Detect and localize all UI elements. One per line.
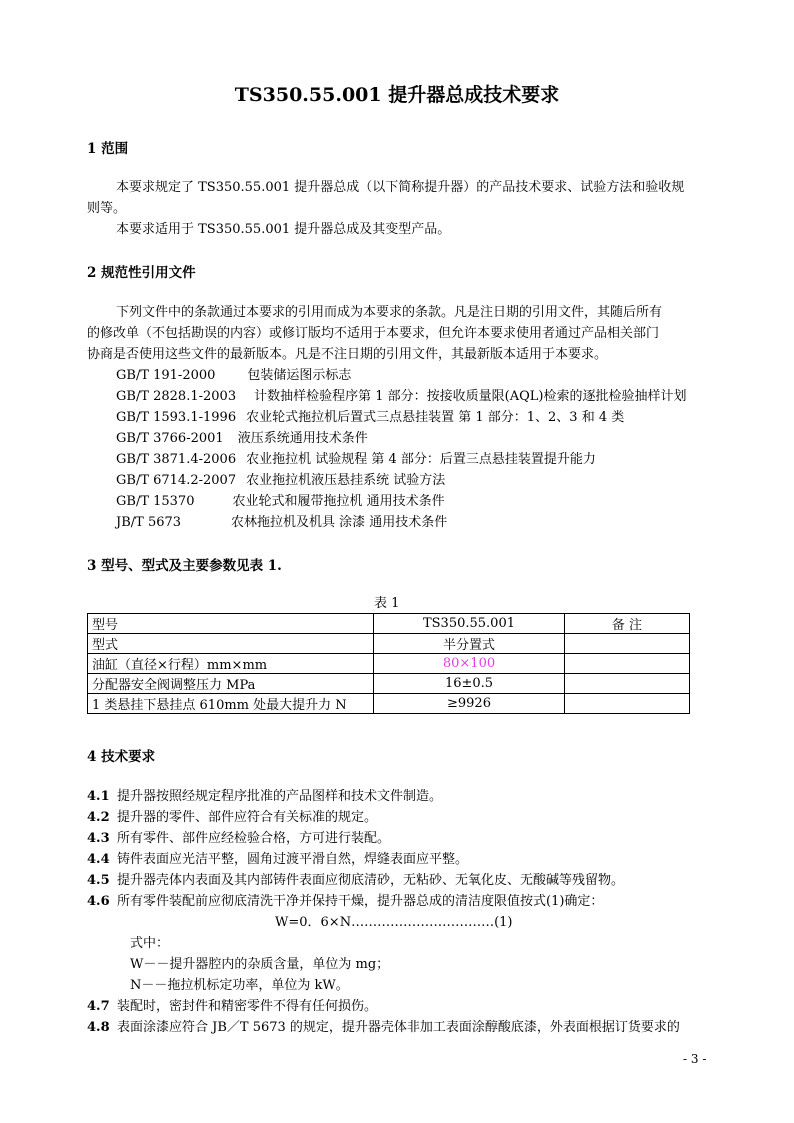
table-cell: ≥9926 [374,694,565,714]
ref-name: 计数抽样检验程序第 1 部分：按接收质量限(AQL)检索的逐批检验抽样计划 [254,389,687,404]
section-4-heading: 4 技术要求 [87,749,156,765]
table-row [88,634,690,654]
table-cell [565,634,690,654]
spec-table [87,613,690,714]
requirement-item [87,996,377,1017]
formula-n-definition: N－－拖拉机标定功率，单位为 kW。 [130,978,349,993]
requirement-number: 4.7 [87,999,110,1014]
ref-item [116,491,445,512]
requirement-number: 4.8 [87,1020,110,1035]
table-cell: 型号 [88,614,374,634]
ref-item [116,470,445,491]
ref-code: GB/T 2828.1-2003 [116,389,237,404]
ref-item [116,365,351,386]
requirement-text: 提升器壳体内表面及其内部铸件表面应彻底清砂，无粘砂、无氧化皮、无酸碱等残留物。 [117,873,625,888]
table-cell: 备 注 [565,614,690,634]
requirement-text: 铸件表面应光洁平整，圆角过渡平滑自然，焊缝表面应平整。 [117,852,469,867]
ref-item [116,428,368,449]
requirement-item [87,807,377,828]
table-cell-highlight: 80×100 [374,654,565,674]
requirement-text: 所有零件、部件应经检验合格，方可进行装配。 [117,831,391,846]
requirement-number: 4.2 [87,810,110,825]
table-row [88,694,690,714]
ref-item [116,449,596,470]
section-2-para-c: 协商是否使用这些文件的最新版本。凡是不注日期的引用文件，其最新版本适用于本要求。 [87,347,608,362]
table-caption: 表 1 [374,596,400,611]
section-2-para-b: 的修改单（不包括勘误的内容）或修订版均不适用于本要求，但允许本要求使用者通过产品相关部门 [87,326,660,341]
requirement-number: 4.3 [87,831,110,846]
table-cell: 分配器安全阀调整压力 MPa [88,674,374,694]
ref-item [116,386,686,407]
requirement-text: 装配时，密封件和精密零件不得有任何损伤。 [117,999,378,1014]
requirement-text: 提升器按照经规定程序批准的产品图样和技术文件制造。 [117,789,443,804]
ref-name: 农业轮式和履带拖拉机 通用技术条件 [232,494,445,509]
page-title: TS350.55.001 提升器总成技术要求 [234,84,560,106]
ref-code: JB/T 5673 [116,515,182,530]
ref-code: GB/T 191-2000 [116,368,216,383]
ref-name: 农业拖拉机 试验规程 第 4 部分：后置三点悬挂装置提升能力 [246,452,596,467]
requirement-text: 所有零件装配前应彻底清洗干净并保持干燥，提升器总成的清洁度限值按式(1)确定： [117,894,604,909]
ref-name: 农业轮式拖拉机后置式三点悬挂装置 第 1 部分：1、2、3 和 4 类 [246,410,625,425]
section-1-para-1b: 则等。 [87,201,127,216]
ref-name: 包装储运图示标志 [247,368,352,383]
table-row [88,674,690,694]
table-cell: 1 类悬挂下悬挂点 610mm 处最大提升力 N [88,694,374,714]
table-cell [565,694,690,714]
ref-code: GB/T 6714.2-2007 [116,473,237,488]
ref-code: GB/T 1593.1-1996 [116,410,237,425]
requirement-item [87,870,624,891]
section-1-para-1a: 本要求规定了 TS350.55.001 提升器总成（以下简称提升器）的产品技术要求、试验方法和验收规 [116,180,685,195]
ref-name: 农业拖拉机液压悬挂系统 试验方法 [246,473,446,488]
requirement-number: 4.6 [87,894,110,909]
ref-code: GB/T 3871.4-2006 [116,452,237,467]
ref-name: 液压系统通用技术条件 [237,431,368,446]
ref-item [116,512,447,533]
ref-code: GB/T 15370 [116,494,195,509]
requirement-number: 4.1 [87,789,110,804]
section-3-heading: 3 型号、型式及主要参数见表 1. [87,558,282,574]
formula-w-definition: W－－提升器腔内的杂质含量，单位为 mg； [130,957,390,972]
formula-where: 式中： [130,936,170,951]
requirement-item [87,828,390,849]
table-cell [565,674,690,694]
requirement-item [87,786,442,807]
table-cell: 型式 [88,634,374,654]
requirement-text: 表面涂漆应符合 JB／T 5673 的规定，提升器壳体非加工表面涂醇酸底漆，外表面根据订货要求的 [117,1020,680,1035]
ref-code: GB/T 3766-2001 [116,431,224,446]
ref-name: 农林拖拉机及机具 涂漆 通用技术条件 [231,515,448,530]
table-cell: 16±0.5 [374,674,565,694]
page-number: - 3 - [683,1052,707,1066]
requirement-text: 提升器的零件、部件应符合有关标准的规定。 [117,810,378,825]
section-1-heading: 1 范围 [87,141,129,157]
table-cell: TS350.55.001 [374,614,565,634]
table-row [88,654,690,674]
table-row [88,614,690,634]
table-cell: 半分置式 [374,634,565,654]
section-2-para-a: 下列文件中的条款通过本要求的引用而成为本要求的条款。凡是注日期的引用文件，其随后所有 [116,305,663,320]
requirement-number: 4.4 [87,852,110,867]
section-1-para-2: 本要求适用于 TS350.55.001 提升器总成及其变型产品。 [116,222,451,237]
ref-item [116,407,624,428]
requirement-number: 4.5 [87,873,110,888]
requirement-item [87,1017,680,1038]
requirement-item [87,849,468,870]
table-cell: 油缸（直径×行程）mm×mm [88,654,374,674]
requirement-item [87,891,603,912]
formula: W=0．6×N……………………………(1) [275,915,513,930]
section-2-heading: 2 规范性引用文件 [87,265,196,281]
table-cell [565,654,690,674]
